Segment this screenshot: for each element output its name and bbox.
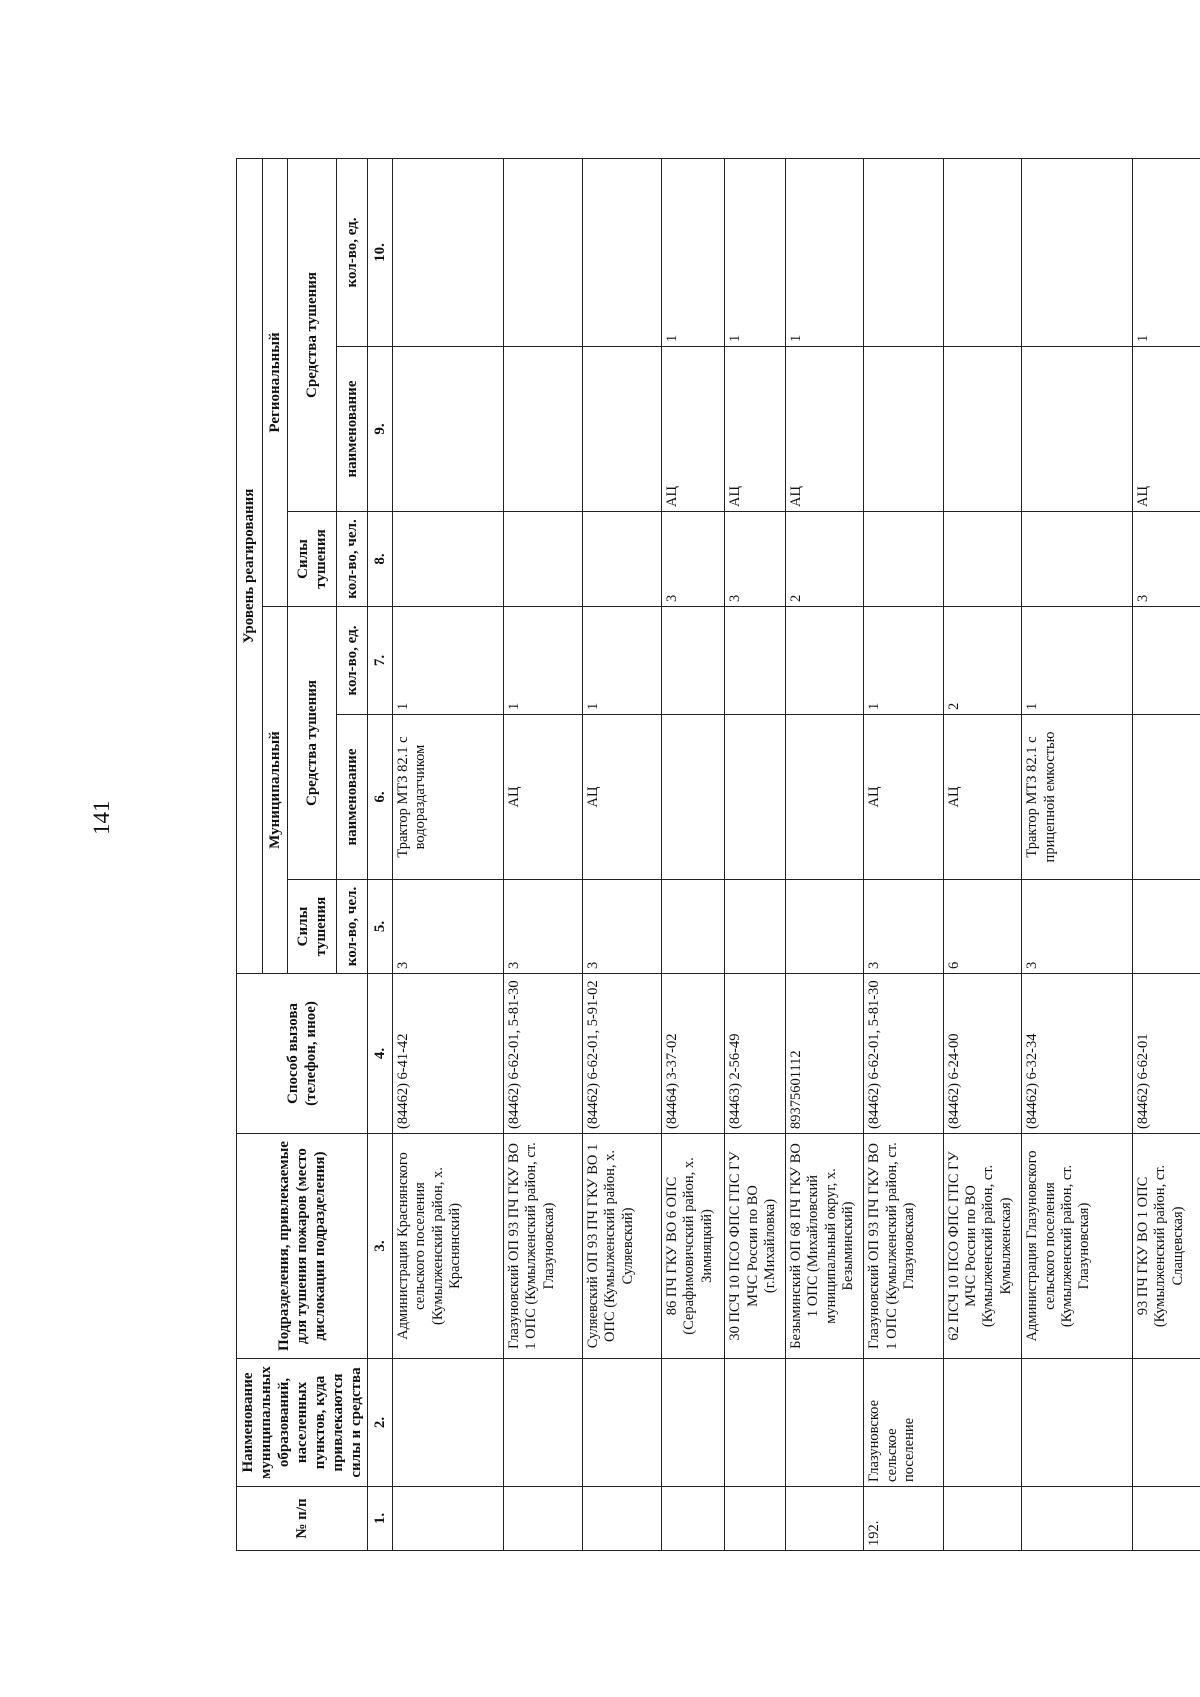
call-method: (84462) 6-62-01, 5-91-02 xyxy=(582,974,661,1134)
regional-means-name xyxy=(864,347,943,512)
table-row xyxy=(725,158,785,1550)
header-num: № п/п xyxy=(237,1487,368,1551)
regional-forces xyxy=(582,512,661,607)
municipal-means-qty xyxy=(662,607,725,715)
municipal-means-qty: 1 xyxy=(864,607,943,715)
municipal-means-qty xyxy=(1133,607,1200,715)
column-number: 10. xyxy=(368,158,393,346)
table-row xyxy=(943,158,1022,1550)
municipal-means-qty: 2 xyxy=(943,607,1022,715)
regional-means-qty xyxy=(582,158,661,346)
header-mo: Наименование муниципальных образований, населенных пунктов, куда привлекаются силы и средства xyxy=(237,1359,368,1487)
municipality-name xyxy=(662,1359,725,1487)
regional-forces xyxy=(503,512,582,607)
municipal-means-name: АЦ xyxy=(582,715,661,880)
column-number: 1. xyxy=(368,1487,393,1551)
regional-means-qty xyxy=(864,158,943,346)
unit-name: Администрация Краснянского сельского поселения (Кумылженский район, х. Краснянский) xyxy=(393,1134,504,1359)
table-container xyxy=(236,159,1194,1551)
row-number xyxy=(662,1487,725,1551)
call-method: (84462) 6-62-01, 5-81-30 xyxy=(503,974,582,1134)
call-method: (84464) 3-37-02 xyxy=(662,974,725,1134)
unit-name: 93 ПЧ ГКУ ВО 1 ОПС (Кумылженский район, ст. Слащевская) xyxy=(1133,1134,1200,1359)
table-row xyxy=(1133,158,1200,1550)
municipal-means-name: АЦ xyxy=(943,715,1022,880)
table-row xyxy=(662,158,725,1550)
municipality-name xyxy=(725,1359,785,1487)
row-number xyxy=(785,1487,864,1551)
table-row xyxy=(503,158,582,1550)
unit-name: Глазуновский ОП 93 ПЧ ГКУ ВО 1 ОПС (Кумылженский район, ст. Глазуновская) xyxy=(864,1134,943,1359)
regional-forces: 3 xyxy=(725,512,785,607)
municipal-means-name xyxy=(725,715,785,880)
municipality-name: Глазуновское сельское поселение xyxy=(864,1359,943,1487)
column-number: 6. xyxy=(368,715,393,880)
municipal-means-qty: 1 xyxy=(503,607,582,715)
regional-means-name xyxy=(943,347,1022,512)
call-method: (84462) 6-41-42 xyxy=(393,974,504,1134)
regional-means-name: АЦ xyxy=(1133,347,1200,512)
header-m-name: наименование xyxy=(336,715,367,880)
municipal-means-qty: 1 xyxy=(393,607,504,715)
municipal-forces xyxy=(662,880,725,974)
regional-means-qty xyxy=(943,158,1022,346)
regional-means-qty xyxy=(393,158,504,346)
municipal-means-qty xyxy=(785,607,864,715)
municipal-means-name: Трактор МТЗ 82.1 с прицепной емкостью xyxy=(1022,715,1133,880)
municipal-forces xyxy=(1133,880,1200,974)
regional-means-name: АЦ xyxy=(662,347,725,512)
regional-forces: 3 xyxy=(1133,512,1200,607)
municipal-means-name: Трактор МТЗ 82.1 с водораздатчиком xyxy=(393,715,504,880)
header-r-means: Средства тушения xyxy=(288,158,337,511)
regional-means-name xyxy=(582,347,661,512)
row-number xyxy=(582,1487,661,1551)
table-row xyxy=(393,158,504,1550)
municipal-means-qty: 1 xyxy=(582,607,661,715)
municipal-forces xyxy=(785,880,864,974)
unit-name: Администрация Глазуновского сельского поселения (Кумылженский район, ст. Глазуновская) xyxy=(1022,1134,1133,1359)
unit-name: 86 ПЧ ГКУ ВО 6 ОПС (Серафимовичский район, х. Зимняцкий) xyxy=(662,1134,725,1359)
regional-means-qty xyxy=(503,158,582,346)
header-municipal: Муниципальный xyxy=(262,607,288,974)
unit-name: Суляевский ОП 93 ПЧ ГКУ ВО 1 ОПС (Кумылженский район, х. Суляевский) xyxy=(582,1134,661,1359)
regional-forces xyxy=(1022,512,1133,607)
regional-forces xyxy=(943,512,1022,607)
municipality-name xyxy=(503,1359,582,1487)
column-number: 9. xyxy=(368,347,393,512)
regional-means-name: АЦ xyxy=(725,347,785,512)
header-r-name: наименование xyxy=(336,347,367,512)
municipal-forces xyxy=(725,880,785,974)
header-r-qty-people: кол-во, чел. xyxy=(336,512,367,607)
header-m-qty-people: кол-во, чел. xyxy=(336,880,367,974)
page-number: 141 xyxy=(89,800,114,835)
regional-forces xyxy=(393,512,504,607)
header-m-means: Средства тушения xyxy=(288,607,337,880)
municipal-forces: 3 xyxy=(582,880,661,974)
municipal-forces: 3 xyxy=(393,880,504,974)
call-method: (84462) 6-62-01, 5-81-30 xyxy=(864,974,943,1134)
municipality-name xyxy=(1133,1359,1200,1487)
row-number xyxy=(1133,1487,1200,1551)
row-number xyxy=(725,1487,785,1551)
municipal-means-name: АЦ xyxy=(864,715,943,880)
unit-name: Глазуновский ОП 93 ПЧ ГКУ ВО 1 ОПС (Кумылженский район, ст. Глазуновская) xyxy=(503,1134,582,1359)
regional-means-qty: 1 xyxy=(1133,158,1200,346)
column-number: 7. xyxy=(368,607,393,715)
regional-means-name xyxy=(1022,347,1133,512)
municipality-name xyxy=(1022,1359,1133,1487)
call-method: (84462) 6-24-00 xyxy=(943,974,1022,1134)
row-number: 192. xyxy=(864,1487,943,1551)
column-number: 3. xyxy=(368,1134,393,1359)
municipality-name xyxy=(393,1359,504,1487)
regional-means-qty: 1 xyxy=(662,158,725,346)
table-row xyxy=(864,158,943,1550)
table-row xyxy=(785,158,864,1550)
header-level: Уровень реагирования xyxy=(237,158,263,973)
regional-forces: 3 xyxy=(662,512,725,607)
header-r-forces: Силы тушения xyxy=(288,512,337,607)
column-number: 2. xyxy=(368,1359,393,1487)
regional-means-qty: 1 xyxy=(725,158,785,346)
municipal-means-name: АЦ xyxy=(503,715,582,880)
header-units: Подразделения, привлекаемые для тушения пожаров (место дислокации подразделения) xyxy=(237,1134,368,1359)
municipality-name xyxy=(943,1359,1022,1487)
regional-means-qty xyxy=(1022,158,1133,346)
municipal-forces: 3 xyxy=(864,880,943,974)
municipal-forces: 3 xyxy=(503,880,582,974)
regional-forces xyxy=(864,512,943,607)
table-body xyxy=(393,158,1200,1550)
unit-name: 62 ПСЧ 10 ПСО ФПС ГПС ГУ МЧС России по ВО (Кумылженский район, ст. Кумылженская) xyxy=(943,1134,1022,1359)
municipal-forces: 3 xyxy=(1022,880,1133,974)
response-table xyxy=(236,158,1200,1551)
municipal-means-name xyxy=(662,715,725,880)
call-method: (84462) 6-62-01 xyxy=(1133,974,1200,1134)
regional-forces: 2 xyxy=(785,512,864,607)
column-number: 4. xyxy=(368,974,393,1134)
row-number xyxy=(943,1487,1022,1551)
table-row xyxy=(582,158,661,1550)
column-number: 8. xyxy=(368,512,393,607)
table-row xyxy=(1022,158,1133,1550)
municipality-name xyxy=(785,1359,864,1487)
call-method: (84462) 6-32-34 xyxy=(1022,974,1133,1134)
municipality-name xyxy=(582,1359,661,1487)
row-number xyxy=(503,1487,582,1551)
column-number: 5. xyxy=(368,880,393,974)
header-r-qty-units: кол-во, ед. xyxy=(336,158,367,346)
header-regional: Региональный xyxy=(262,158,288,606)
unit-name: 30 ПСЧ 10 ПСО ФПС ГПС ГУ МЧС России по ВО (г.Михайловка) xyxy=(725,1134,785,1359)
call-method: (84463) 2-56-49 xyxy=(725,974,785,1134)
regional-means-name xyxy=(393,347,504,512)
municipal-means-name xyxy=(1133,715,1200,880)
header-m-qty-units: кол-во, ед. xyxy=(336,607,367,715)
column-number-row xyxy=(368,158,393,1550)
municipal-means-qty: 1 xyxy=(1022,607,1133,715)
municipal-means-name xyxy=(785,715,864,880)
call-method: 89375601112 xyxy=(785,974,864,1134)
header-call: Способ вызова (телефон, иное) xyxy=(237,974,368,1134)
row-number xyxy=(1022,1487,1133,1551)
municipal-means-qty xyxy=(725,607,785,715)
regional-means-qty: 1 xyxy=(785,158,864,346)
municipal-forces: 6 xyxy=(943,880,1022,974)
unit-name: Безыминский ОП 68 ПЧ ГКУ ВО 1 ОПС (Михайловский муниципальный округ, х. Безыминский) xyxy=(785,1134,864,1359)
regional-means-name xyxy=(503,347,582,512)
row-number xyxy=(393,1487,504,1551)
regional-means-name: АЦ xyxy=(785,347,864,512)
header-m-forces: Силы тушения xyxy=(288,880,337,974)
